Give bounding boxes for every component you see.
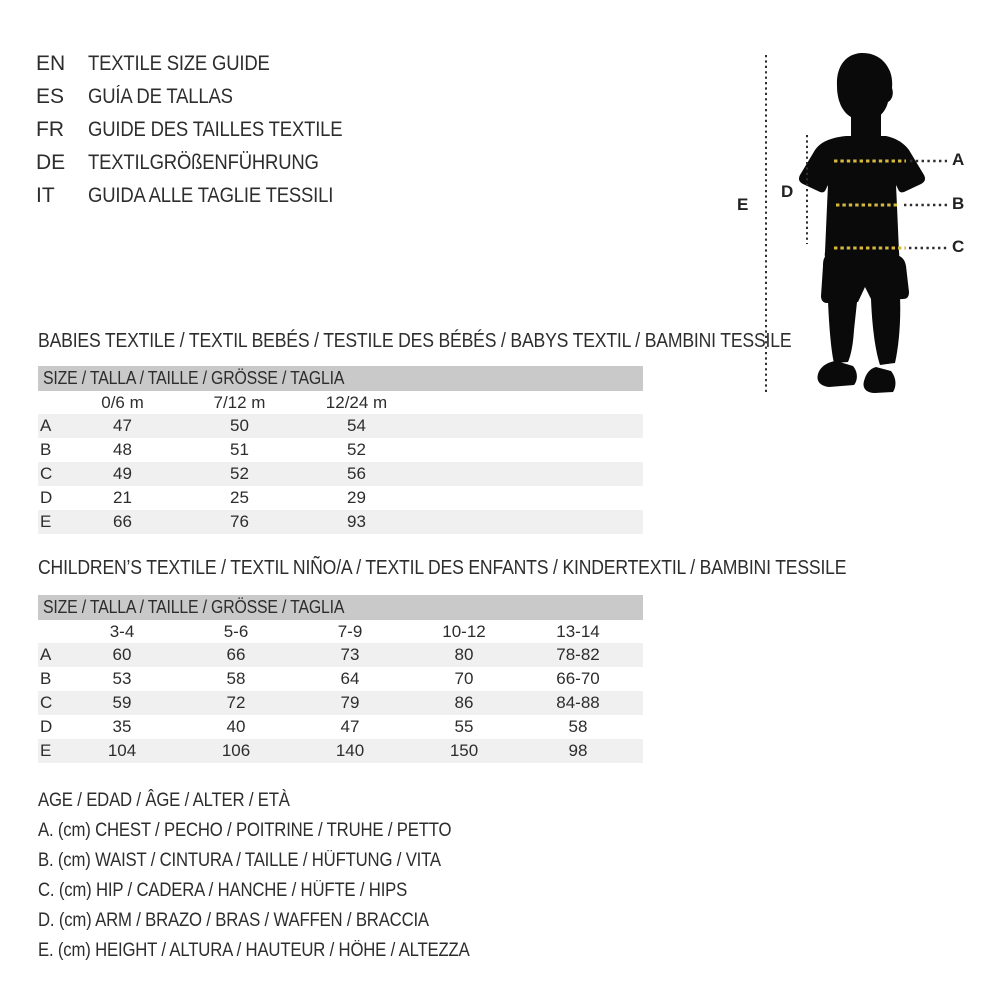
language-row-fr <box>36 113 377 146</box>
measure-label-arm: D <box>781 182 794 201</box>
cell: 78-82 <box>556 645 600 664</box>
legend-hip-line: C. (cm) HIP / CADERA / HANCHE / HÜFTE / HIPS <box>38 880 408 901</box>
children-column-header-row <box>38 620 643 643</box>
language-title: GUIDA ALLE TAGLIE TESSILI <box>88 184 334 207</box>
language-title: TEXTILGRÖßENFÜHRUNG <box>88 151 319 174</box>
cell: 73 <box>340 645 360 664</box>
table-row <box>38 715 643 739</box>
cell: 70 <box>454 669 474 688</box>
cell: 35 <box>112 717 132 736</box>
measure-label-waist: B <box>952 194 965 213</box>
cell: 52 <box>230 464 249 483</box>
cell: 25 <box>230 488 249 507</box>
legend-age-line: AGE / EDAD / ÂGE / ALTER / ETÀ <box>38 790 290 811</box>
row-label: D <box>40 488 53 507</box>
legend-chest-line: A. (cm) CHEST / PECHO / POITRINE / TRUHE / PETTO <box>38 820 452 841</box>
language-code: DE <box>36 151 66 174</box>
column-header: 7/12 m <box>213 393 266 412</box>
table-row <box>38 414 643 438</box>
right-foot <box>863 367 895 393</box>
cell: 29 <box>347 488 366 507</box>
t-shirt <box>799 136 925 263</box>
language-row-de <box>36 146 377 179</box>
cell: 98 <box>568 741 588 760</box>
language-title: GUIDE DES TAILLES TEXTILE <box>88 118 343 141</box>
legend-arm-line: D. (cm) ARM / BRAZO / BRAS / WAFFEN / BRACCIA <box>38 910 429 931</box>
babies-heading-text: BABIES TEXTILE / TEXTIL BEBÉS / TESTILE DES BÉBÉS / BABYS TEXTIL / BAMBINI TESSILE <box>38 330 792 352</box>
legend-waist-line: B. (cm) WAIST / CINTURA / TAILLE / HÜFTUNG / VITA <box>38 850 441 871</box>
table-row <box>38 438 643 462</box>
cell: 104 <box>107 741 137 760</box>
table-row <box>38 667 643 691</box>
row-label: E <box>40 512 52 531</box>
left-foot <box>817 361 856 387</box>
row-label: A <box>40 645 52 664</box>
language-row-es <box>36 80 377 113</box>
column-header: 0/6 m <box>101 393 144 412</box>
column-header: 10-12 <box>442 622 486 641</box>
column-header: 3-4 <box>109 622 135 641</box>
column-header: 13-14 <box>556 622 600 641</box>
cell: 50 <box>230 416 249 435</box>
cell: 59 <box>112 693 132 712</box>
language-title: TEXTILE SIZE GUIDE <box>88 52 270 75</box>
cell: 53 <box>112 669 132 688</box>
legend-height-line: E. (cm) HEIGHT / ALTURA / HAUTEUR / HÖHE / ALTEZZA <box>38 940 470 961</box>
cell: 80 <box>454 645 474 664</box>
measure-label-hip: C <box>952 237 965 256</box>
cell: 106 <box>221 741 251 760</box>
language-title-list <box>36 47 377 212</box>
row-label: E <box>40 741 52 760</box>
table-row <box>38 510 643 534</box>
row-label: B <box>40 669 52 688</box>
cell: 79 <box>340 693 360 712</box>
babies-size-table <box>38 366 643 534</box>
size-header-text: SIZE / TALLA / TAILLE / GRÖSSE / TAGLIA <box>43 597 345 617</box>
table-row <box>38 691 643 715</box>
cell: 47 <box>340 717 360 736</box>
neck <box>851 110 881 140</box>
children-size-table <box>38 595 643 763</box>
row-label: D <box>40 717 53 736</box>
cell: 76 <box>230 512 249 531</box>
language-code: IT <box>36 184 55 207</box>
language-code: FR <box>36 118 64 141</box>
row-label: B <box>40 440 52 459</box>
language-code: EN <box>36 52 66 75</box>
size-header-text: SIZE / TALLA / TAILLE / GRÖSSE / TAGLIA <box>43 368 345 388</box>
measure-label-height: E <box>737 195 749 214</box>
cell: 58 <box>568 717 588 736</box>
row-label: C <box>40 464 53 483</box>
children-section-heading <box>38 557 957 579</box>
babies-size-header-bar <box>38 366 643 391</box>
cell: 64 <box>340 669 360 688</box>
child-silhouette-figure <box>725 40 1000 410</box>
babies-column-header-row <box>38 391 643 414</box>
language-code: ES <box>36 85 65 108</box>
children-size-header-bar <box>38 595 643 620</box>
cell: 58 <box>226 669 246 688</box>
table-row <box>38 739 643 763</box>
cell: 48 <box>113 440 132 459</box>
table-row <box>38 643 643 667</box>
cell: 56 <box>347 464 366 483</box>
cell: 93 <box>347 512 366 531</box>
cell: 49 <box>113 464 132 483</box>
cell: 84-88 <box>556 693 600 712</box>
cell: 150 <box>449 741 479 760</box>
row-label: A <box>40 416 52 435</box>
cell: 51 <box>230 440 249 459</box>
cell: 60 <box>112 645 132 664</box>
cell: 47 <box>113 416 132 435</box>
cell: 21 <box>113 488 132 507</box>
cell: 66-70 <box>556 669 600 688</box>
head <box>837 53 893 120</box>
cell: 66 <box>113 512 132 531</box>
measurement-legend <box>38 786 528 966</box>
shorts <box>821 255 909 303</box>
cell: 54 <box>347 416 366 435</box>
column-header: 12/24 m <box>325 393 388 412</box>
cell: 140 <box>335 741 365 760</box>
table-row <box>38 462 643 486</box>
children-heading-text: CHILDREN’S TEXTILE / TEXTIL NIÑO/A / TEXTIL DES ENFANTS / KINDERTEXTIL / BAMBINI TESSILE <box>38 557 847 579</box>
cell: 72 <box>226 693 246 712</box>
table-row <box>38 486 643 510</box>
cell: 40 <box>226 717 246 736</box>
babies-section-heading <box>38 330 894 352</box>
language-title: GUÍA DE TALLAS <box>88 85 233 108</box>
cell: 86 <box>454 693 474 712</box>
language-row-it <box>36 179 377 212</box>
cell: 55 <box>454 717 474 736</box>
cell: 52 <box>347 440 366 459</box>
language-row-en <box>36 47 377 80</box>
cell: 66 <box>226 645 246 664</box>
column-header: 5-6 <box>223 622 249 641</box>
column-header: 7-9 <box>337 622 363 641</box>
row-label: C <box>40 693 53 712</box>
measure-label-chest: A <box>952 150 965 169</box>
